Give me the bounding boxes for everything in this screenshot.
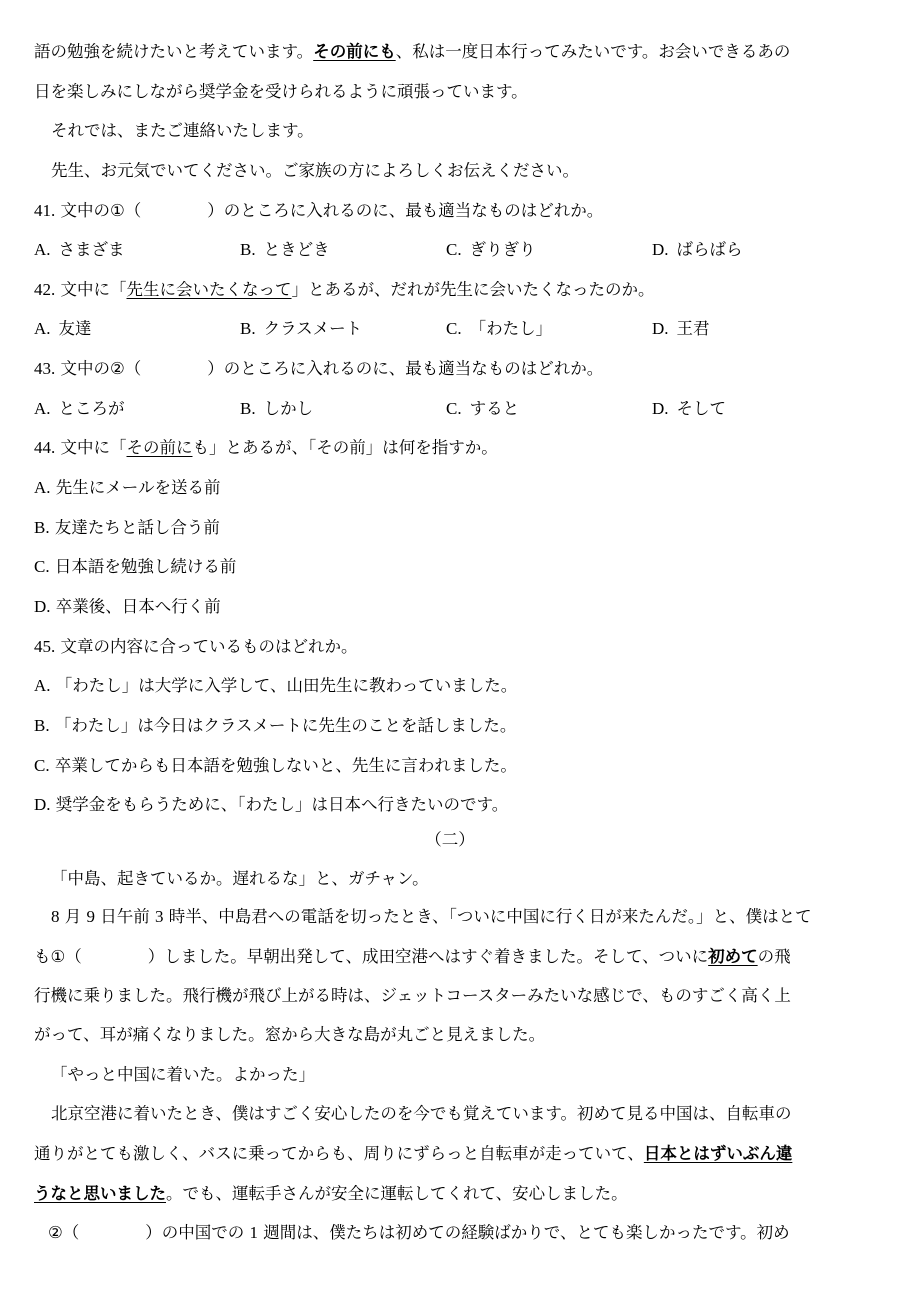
question-text: 文中に「	[60, 438, 127, 457]
option-b	[240, 389, 313, 429]
question-number: 41.	[34, 201, 56, 220]
option-letter: B.	[240, 319, 256, 338]
option-text: ぎりぎり	[469, 240, 536, 259]
option-text: ときどき	[263, 240, 330, 259]
option-letter: A.	[34, 399, 51, 418]
option-text: 日本語を勉強し続ける前	[54, 557, 237, 576]
option-text: 「わたし」は今日はクラスメートに先生のことを話しました。	[54, 716, 517, 735]
passage-line: 先生、お元気でいてください。ご家族の方によろしくお伝えください。	[51, 161, 579, 180]
question-number: 45.	[34, 637, 56, 656]
option-letter: C.	[446, 240, 462, 259]
option-b	[240, 309, 362, 349]
option-letter: B.	[34, 716, 50, 735]
text-span: の飛	[757, 947, 791, 966]
underlined-phrase: 日本とはずいぶん違	[643, 1144, 793, 1163]
text-span: 3	[155, 907, 164, 926]
text-span: も①（ ）しました。早朝出発して、成田空港へはすぐ着きました。そして、ついに	[34, 947, 709, 966]
question-number: 44.	[34, 438, 56, 457]
option-text: 「わたし」	[469, 319, 553, 338]
passage-line: 北京空港に着いたとき、僕はすごく安心したのを今でも覚えています。初めて見る中国は、自転車の	[51, 1104, 792, 1123]
text-span: 。でも、運転手さんが安全に運転してくれて、安心しました。	[166, 1184, 628, 1203]
option-text: 「わたし」は大学に入学して、山田先生に教わっていました。	[55, 676, 518, 695]
underlined-phrase: 先生に会いたくなって	[126, 280, 292, 299]
question-text: 文中の②（ ）のところに入れるのに、最も適当なものはどれか。	[60, 359, 604, 378]
text-span: 月	[64, 907, 82, 926]
text-span: 時半、中島君への電話を切ったとき、「ついに中国に行く日が来たんだ。」と、僕はとて	[168, 907, 812, 926]
option-b	[34, 706, 868, 746]
option-text: 友達	[58, 319, 92, 338]
passage-line	[34, 1134, 868, 1174]
question-number: 42.	[34, 280, 56, 299]
option-text: さまざま	[58, 240, 125, 259]
option-letter: D.	[652, 399, 669, 418]
question-43	[34, 349, 868, 389]
text-span: 週間は、僕たちは初めての経験ばかりで、とても楽しかったです。初め	[263, 1223, 790, 1242]
passage-line	[34, 937, 868, 977]
option-text: ばらばら	[676, 240, 743, 259]
option-text: ところが	[58, 399, 125, 418]
passage-line	[34, 897, 885, 937]
option-c	[446, 309, 552, 349]
text-span: 1	[249, 1223, 259, 1242]
option-c	[446, 389, 519, 429]
option-letter: D.	[652, 319, 669, 338]
option-text: 奨学金をもらうために、「わたし」は日本へ行きたいのです。	[55, 795, 509, 814]
option-d	[652, 230, 743, 270]
option-text: 卒業後、日本へ行く前	[55, 597, 221, 616]
option-letter: C.	[446, 319, 462, 338]
option-letter: A.	[34, 478, 51, 497]
question-42	[34, 270, 868, 310]
options-41	[34, 230, 868, 270]
question-45	[34, 627, 868, 667]
option-b	[34, 508, 868, 548]
text-span: 通りがとても激しく、バスに乗ってからも、周りにずらっと自転車が走っていて、	[34, 1144, 644, 1163]
option-text: 友達たちと話し合う前	[54, 518, 220, 537]
option-a	[34, 468, 868, 508]
passage-line	[34, 1174, 868, 1214]
option-text: クラスメート	[263, 319, 363, 338]
option-letter: A.	[34, 240, 51, 259]
option-c	[34, 547, 868, 587]
text-span: 9	[86, 907, 95, 926]
option-a	[34, 230, 125, 270]
option-text: 先生にメールを送る前	[55, 478, 221, 497]
passage-line: 「やっと中国に着いた。よかった」	[51, 1065, 315, 1084]
passage-line: それでは、またご連絡いたします。	[51, 121, 314, 140]
underlined-phrase: うなと思いました	[34, 1184, 166, 1203]
option-letter: B.	[240, 399, 256, 418]
question-text: 文章の内容に合っているものはどれか。	[60, 637, 358, 656]
option-letter: D.	[34, 795, 51, 814]
option-d	[652, 389, 726, 429]
text-span: ②（ ）の中国での	[48, 1223, 245, 1242]
passage-line	[34, 32, 868, 72]
text-span: 8	[51, 907, 60, 926]
question-number: 43.	[34, 359, 56, 378]
passage-line: 行機に乗りました。飛行機が飛び上がる時は、ジェットコースターみたいな感じで、ものすごく高く上	[34, 986, 791, 1005]
text-span: 、私は一度日本行ってみたいです。お会いできるあの	[395, 42, 791, 61]
option-letter: C.	[446, 399, 462, 418]
option-text: しかし	[263, 399, 314, 418]
question-text: 文中に「	[60, 280, 127, 299]
option-letter: A.	[34, 319, 51, 338]
option-d	[34, 587, 868, 627]
option-a	[34, 666, 868, 706]
passage-line: 日を楽しみにしながら奨学金を受けられるように頑張っています。	[34, 82, 528, 101]
passage-line: 「中島、起きているか。遅れるな」と、ガチャン。	[51, 869, 429, 888]
option-a	[34, 309, 92, 349]
option-c	[34, 746, 868, 786]
underlined-phrase: その前にも	[313, 42, 396, 61]
question-text: 文中の①（ ）のところに入れるのに、最も適当なものはどれか。	[60, 201, 604, 220]
option-text: そして	[676, 399, 727, 418]
question-41	[34, 191, 868, 231]
passage-line	[34, 1213, 882, 1253]
option-text: 王君	[676, 319, 710, 338]
option-a	[34, 389, 125, 429]
option-text: 卒業してからも日本語を勉強しないと、先生に言われました。	[54, 756, 517, 775]
question-44	[34, 428, 868, 468]
options-43	[34, 389, 868, 429]
option-letter: C.	[34, 557, 50, 576]
section-heading: （二）	[425, 830, 475, 849]
passage-line: がって、耳が痛くなりました。窓から大きな島が丸ごと見えました。	[34, 1025, 546, 1044]
question-text: 」とあるが、だれが先生に会いたくなったのか。	[291, 280, 655, 299]
option-b	[240, 230, 330, 270]
option-letter: B.	[240, 240, 256, 259]
options-42	[34, 309, 868, 349]
option-letter: C.	[34, 756, 50, 775]
option-text: すると	[469, 399, 520, 418]
option-d	[652, 309, 710, 349]
option-letter: D.	[652, 240, 669, 259]
option-d	[34, 785, 868, 825]
option-c	[446, 230, 536, 270]
text-span: 日午前	[100, 907, 150, 926]
underlined-phrase: その前に	[126, 438, 193, 457]
underlined-phrase: 初めて	[708, 947, 758, 966]
question-text: も」とあるが、「その前」は何を指すか。	[192, 438, 498, 457]
option-letter: A.	[34, 676, 51, 695]
option-letter: B.	[34, 518, 50, 537]
text-span: 語の勉強を続けたいと考えています。	[34, 42, 314, 61]
option-letter: D.	[34, 597, 51, 616]
